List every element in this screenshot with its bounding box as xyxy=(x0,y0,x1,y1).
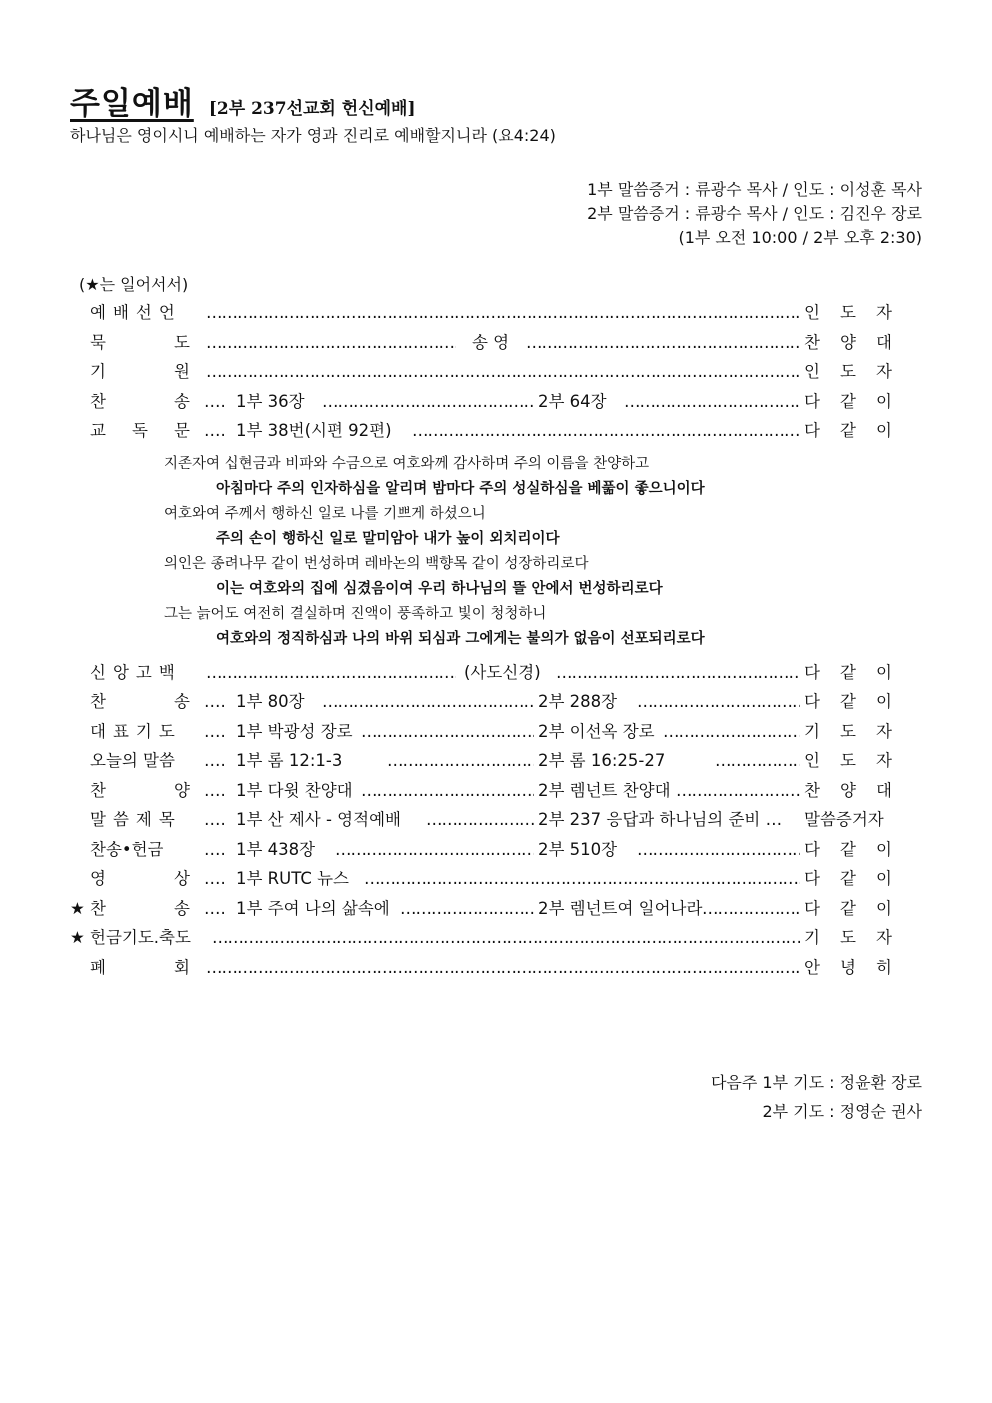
item-label: 오늘의 말씀 xyxy=(90,751,175,770)
item-role xyxy=(804,746,892,775)
scripture-verse: 하나님은 영이시니 예배하는 자가 영과 진리로 예배할지니라 (요4:24) xyxy=(70,126,556,145)
standing-star: ★ xyxy=(70,928,85,947)
role-char: 같 xyxy=(840,898,856,918)
role-char: 같 xyxy=(840,421,856,440)
dot-leader xyxy=(206,328,456,357)
dot-leader xyxy=(322,687,534,716)
role-char: 이 xyxy=(876,692,892,711)
service-type: [2부 237선교회 헌신예배] xyxy=(208,99,416,119)
dot-leader xyxy=(206,953,800,982)
part1-detail: 1부 36장 xyxy=(236,391,305,411)
role-char: 대 xyxy=(876,332,892,352)
standing-note: (★는 일어서서) xyxy=(79,275,189,294)
label-char: 상 xyxy=(174,869,190,888)
role-char: 안 xyxy=(804,957,820,977)
item-label xyxy=(90,357,190,386)
dot-leader xyxy=(361,776,534,805)
role-char: 자 xyxy=(876,721,892,741)
order-item xyxy=(70,298,900,328)
preacher-line-1: 1부 말씀증거 : 류광수 목사 / 인도 : 이성훈 목사 xyxy=(587,180,922,199)
ellipsis-mark: …. xyxy=(204,391,226,411)
label-char: 원 xyxy=(174,362,190,381)
standing-star: ★ xyxy=(70,898,85,918)
item-role xyxy=(804,328,892,357)
next-week-line-1: 다음주 1부 기도 : 정윤환 장로 xyxy=(710,1073,922,1092)
role-char: 다 xyxy=(804,391,820,411)
label-char: 송 xyxy=(174,391,190,411)
dot-leader xyxy=(426,805,534,834)
dot-leader xyxy=(637,835,800,864)
label-char: 찬 xyxy=(90,780,106,800)
part2-detail: 2부 510장 xyxy=(538,839,618,859)
dot-leader xyxy=(702,894,800,923)
item-role xyxy=(804,717,892,746)
part2-detail: 2부 237 응답과 하나님의 준비 … xyxy=(538,810,783,829)
dot-leader xyxy=(676,776,800,805)
dot-leader xyxy=(400,894,534,923)
middle-item: (사도신경) xyxy=(464,662,541,682)
item-label: 헌금기도.축도 xyxy=(90,928,191,947)
order-item xyxy=(70,894,900,924)
middle-item: 송 영 xyxy=(472,332,510,352)
dot-leader xyxy=(364,864,800,893)
item-role xyxy=(804,923,892,952)
label-char: 문 xyxy=(174,421,190,440)
order-item xyxy=(70,328,900,358)
part2-detail: 2부 렘넌트 찬양대 xyxy=(538,780,671,800)
role-char: 이 xyxy=(876,391,892,411)
order-item xyxy=(70,953,900,983)
role-char: 찬 xyxy=(804,780,820,800)
item-label xyxy=(90,776,190,805)
role-char: 같 xyxy=(840,692,856,711)
item-role xyxy=(804,894,892,923)
label-char: 영 xyxy=(90,869,106,888)
label-char: 회 xyxy=(174,957,190,977)
item-role xyxy=(804,357,892,386)
item-label: 신앙고백 xyxy=(90,662,182,682)
role-char: 기 xyxy=(804,721,820,741)
item-label xyxy=(90,953,190,982)
dot-leader xyxy=(206,357,800,386)
part2-detail: 2부 롬 16:25-27 xyxy=(538,751,666,770)
title-line xyxy=(70,78,416,123)
order-item xyxy=(70,835,900,865)
order-item xyxy=(70,687,900,717)
role-char: 이 xyxy=(876,898,892,918)
next-week-line-2: 2부 기도 : 정영순 권사 xyxy=(762,1102,922,1121)
ellipsis-mark: …. xyxy=(204,421,226,440)
role-char: 인 xyxy=(804,362,820,381)
order-of-worship xyxy=(70,298,900,982)
part2-detail: 2부 렘넌트여 일어나라 xyxy=(538,898,703,918)
role-char: 도 xyxy=(840,928,856,947)
next-week-prayer xyxy=(711,1068,922,1126)
reading-leader-line: 의인은 종려나무 같이 번성하며 레바논의 백향목 같이 성장하리로다 xyxy=(164,555,589,572)
role-char: 자 xyxy=(876,928,892,947)
label-char: 찬 xyxy=(90,391,106,411)
order-item xyxy=(70,658,900,688)
item-label: 예배선언 xyxy=(90,303,182,322)
order-item xyxy=(70,387,900,417)
label-char: 찬 xyxy=(90,898,106,918)
dot-leader xyxy=(361,717,534,746)
reading-response-line: 주의 손이 행하신 일로 말미암아 내가 높이 외치리이다 xyxy=(216,530,560,547)
dot-leader xyxy=(206,658,456,687)
reading-response-line: 아침마다 주의 인자하심을 알리며 밤마다 주의 성실하심을 베풂이 좋으니이다 xyxy=(216,480,705,497)
reading-leader-line: 여호와여 주께서 행하신 일로 나를 기쁘게 하셨으니 xyxy=(164,505,486,522)
role-char: 같 xyxy=(840,869,856,888)
part1-detail: 1부 롬 12:1-3 xyxy=(236,751,343,770)
dot-leader xyxy=(206,298,800,327)
dot-leader xyxy=(212,923,800,952)
role-char: 이 xyxy=(876,839,892,859)
role-char: 자 xyxy=(876,362,892,381)
reading-leader-line: 그는 늙어도 여전히 결실하며 진액이 풍족하고 빛이 청청하니 xyxy=(164,605,547,622)
item-label xyxy=(90,894,190,923)
label-char: 도 xyxy=(174,332,190,352)
item-role xyxy=(804,864,892,893)
ellipsis-mark: …. xyxy=(204,869,226,888)
role-char: 자 xyxy=(876,303,892,322)
service-times: (1부 오전 10:00 / 2부 오후 2:30) xyxy=(678,228,922,247)
label-char: 기 xyxy=(90,362,106,381)
preacher-line-2: 2부 말씀증거 : 류광수 목사 / 인도 : 김진우 장로 xyxy=(587,204,922,223)
order-item xyxy=(70,416,900,446)
item-label: 말씀제목 xyxy=(90,810,182,829)
role-char: 다 xyxy=(804,869,820,888)
part1-detail: 1부 산 제사 - 영적예배 xyxy=(236,810,401,829)
role-char: 기 xyxy=(804,928,820,947)
part2-detail: 2부 64장 xyxy=(538,391,607,411)
role-char: 도 xyxy=(840,721,856,741)
label-char: 묵 xyxy=(90,332,106,352)
ellipsis-mark: …. xyxy=(204,692,226,711)
reading-response-line: 이는 여호와의 집에 심겼음이여 우리 하나님의 뜰 안에서 번성하리로다 xyxy=(216,580,663,597)
order-item xyxy=(70,923,900,953)
item-role xyxy=(804,776,892,805)
role-char: 도 xyxy=(840,303,856,322)
part1-detail: 1부 박광성 장로 xyxy=(236,721,353,741)
part1-detail: 1부 다윗 찬양대 xyxy=(236,780,353,800)
item-role xyxy=(804,835,892,864)
item-role xyxy=(804,416,892,445)
role-char: 다 xyxy=(804,692,820,711)
part1-detail: 1부 438장 xyxy=(236,839,316,859)
order-item xyxy=(70,805,900,835)
order-item xyxy=(70,864,900,894)
item-label: 찬송•헌금 xyxy=(90,839,164,859)
item-label xyxy=(90,328,190,357)
part1-detail: 1부 80장 xyxy=(236,692,305,711)
dot-leader xyxy=(663,717,800,746)
role-char: 같 xyxy=(840,391,856,411)
ellipsis-mark: …. xyxy=(204,898,226,918)
item-role xyxy=(804,387,892,416)
role-char: 인 xyxy=(804,751,820,770)
preacher-info xyxy=(587,178,922,250)
label-char: 폐 xyxy=(90,957,106,977)
order-item xyxy=(70,357,900,387)
dot-leader xyxy=(556,658,800,687)
label-char: 양 xyxy=(174,780,190,800)
item-role xyxy=(804,298,892,327)
role-char: 같 xyxy=(840,839,856,859)
role-char: 다 xyxy=(804,662,820,682)
page-title: 주일예배 xyxy=(70,86,194,122)
dot-leader xyxy=(526,328,800,357)
reading-response-line: 여호와의 정직하심과 나의 바위 되심과 그에게는 불의가 없음이 선포되리로다 xyxy=(216,630,705,647)
ellipsis-mark: …. xyxy=(204,780,226,800)
role-char: 이 xyxy=(876,869,892,888)
item-role: 말씀증거자 xyxy=(804,810,884,829)
part1-detail: 1부 주여 나의 삶속에 xyxy=(236,898,390,918)
role-char: 같 xyxy=(840,662,856,682)
order-item xyxy=(70,717,900,747)
part2-detail: 2부 288장 xyxy=(538,692,618,711)
ellipsis-mark: …. xyxy=(204,721,226,741)
role-char: 녕 xyxy=(840,957,856,977)
role-char: 도 xyxy=(840,362,856,381)
role-char: 찬 xyxy=(804,332,820,352)
part1-detail: 1부 RUTC 뉴스 xyxy=(236,869,349,888)
item-label xyxy=(90,416,190,445)
role-char: 도 xyxy=(840,751,856,770)
label-char: 독 xyxy=(132,421,148,440)
dot-leader xyxy=(637,687,800,716)
item-label: 대표기도 xyxy=(90,721,182,741)
role-char: 양 xyxy=(840,332,856,352)
item-label xyxy=(90,687,190,716)
item-label xyxy=(90,864,190,893)
label-char: 송 xyxy=(174,898,190,918)
item-role xyxy=(804,953,892,982)
dot-leader xyxy=(624,387,800,416)
item-label xyxy=(90,387,190,416)
responsive-reading xyxy=(70,452,900,652)
ellipsis-mark: …. xyxy=(204,751,226,770)
order-item xyxy=(70,746,900,776)
dot-leader xyxy=(387,746,534,775)
role-char: 히 xyxy=(876,957,892,977)
label-char: 찬 xyxy=(90,692,106,711)
role-char: 대 xyxy=(876,780,892,800)
label-char: 송 xyxy=(174,692,190,711)
role-char: 이 xyxy=(876,662,892,682)
label-char: 교 xyxy=(90,421,106,440)
ellipsis-mark: …. xyxy=(204,839,226,859)
role-char: 다 xyxy=(804,421,820,440)
dot-leader xyxy=(412,416,800,445)
dot-leader xyxy=(715,746,800,775)
role-char: 다 xyxy=(804,839,820,859)
ellipsis-mark: …. xyxy=(204,810,226,829)
part1-detail: 1부 38번(시편 92편) xyxy=(236,421,392,440)
item-role xyxy=(804,687,892,716)
dot-leader xyxy=(335,835,534,864)
role-char: 이 xyxy=(876,421,892,440)
role-char: 양 xyxy=(840,780,856,800)
role-char: 인 xyxy=(804,303,820,322)
part2-detail: 2부 이선옥 장로 xyxy=(538,721,655,741)
reading-leader-line: 지존자여 십현금과 비파와 수금으로 여호와께 감사하며 주의 이름을 찬양하고 xyxy=(164,455,650,472)
dot-leader xyxy=(322,387,534,416)
role-char: 자 xyxy=(876,751,892,770)
item-role xyxy=(804,658,892,687)
order-item xyxy=(70,776,900,806)
role-char: 다 xyxy=(804,898,820,918)
